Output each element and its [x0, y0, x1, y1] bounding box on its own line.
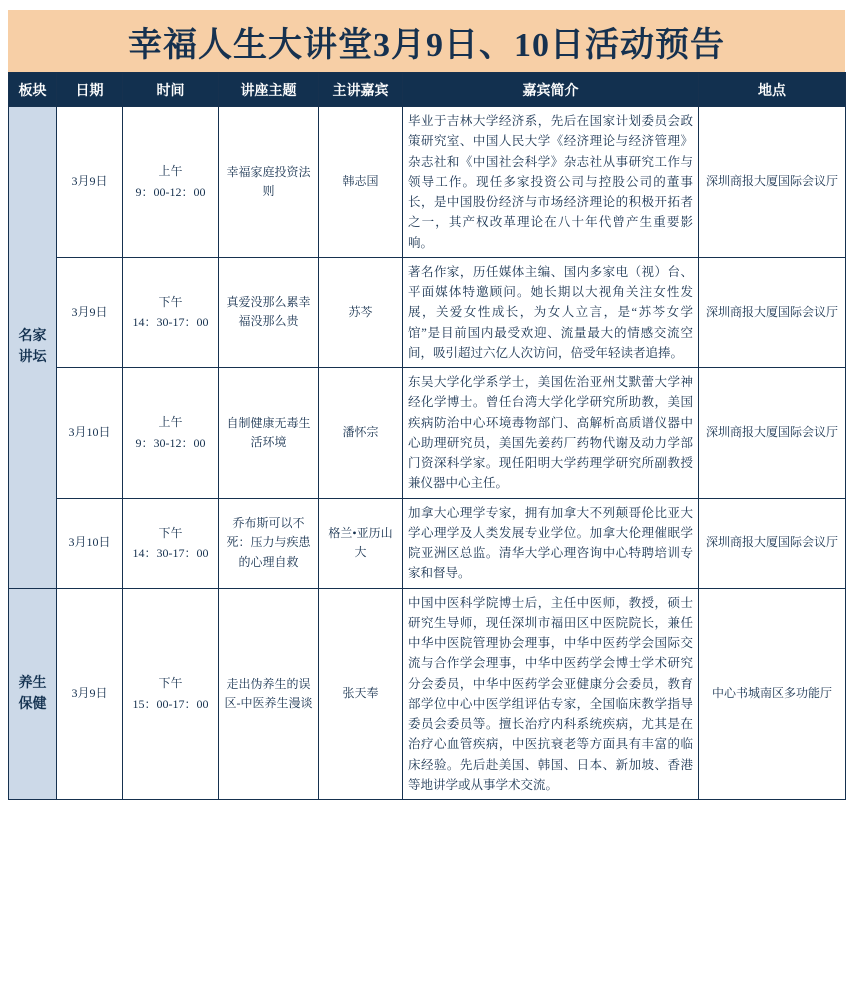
time-label: 上午 — [158, 415, 183, 430]
cell-date: 3月10日 — [57, 368, 123, 499]
cell-speaker: 潘怀宗 — [319, 368, 403, 499]
cell-speaker: 张天奉 — [319, 588, 403, 800]
time-range: 14：30-17：00 — [132, 546, 209, 560]
time-range: 9：30-12：00 — [135, 435, 206, 450]
cell-speaker: 格兰•亚历山大 — [319, 498, 403, 588]
time-label: 下午 — [158, 676, 183, 691]
cell-venue: 深圳商报大厦国际会议厅 — [699, 257, 846, 367]
time-label: 下午 — [158, 294, 183, 309]
table-row — [9, 257, 846, 367]
time-label: 下午 — [158, 525, 183, 540]
column-header-time: 时间 — [123, 73, 219, 107]
time-label: 上午 — [158, 164, 183, 179]
table-row — [9, 107, 846, 258]
column-header-speaker: 主讲嘉宾 — [319, 73, 403, 107]
cell-topic: 乔布斯可以不死：压力与疾患的心理自救 — [219, 498, 319, 588]
cell-bio: 著名作家，历任媒体主编、国内多家电（视）台、平面媒体特邀顾问。她长期以大视角关注女性发展，关爱女性成长，为女人立言，是“苏芩女学馆”是目前国内最受欢迎、流量最大的情感交流空间，吸引超过六亿人次访问，倍受年轻读者追捧。 — [403, 257, 699, 367]
cell-bio: 中国中医科学院博士后，主任中医师，教授，硕士研究生导师，现任深圳市福田区中医院院长，兼任中华中医院管理协会理事，中华中医药学会国际交流与合作学会理事，中华中医药学会博士学术研究分会委员，中华中医药学会亚健康分会委员，教育部学位中心中医学组评估专家，全国临床教学指导委员会委员等。擅长治疗内科系统疾病，尤其是在治疗心血管疾病，中医抗衰老等方面具有丰富的临床经验。先后赴美国、韩国、日本、新加坡、香港等地讲学或从事学术交流。 — [403, 588, 699, 800]
table-row — [9, 588, 846, 800]
column-header-date: 日期 — [57, 73, 123, 107]
cell-date: 3月9日 — [57, 257, 123, 367]
cell-bio: 毕业于吉林大学经济系，先后在国家计划委员会政策研究室、中国人民大学《经济理论与经济管理》杂志社和《中国社会科学》杂志社从事研究工作与领导工作。现任多家投资公司与控股公司的董事长，是中国股份经济与市场经济理论的积极开拓者之一，其产权改革理论在八十年代曾产生重要影响。 — [403, 107, 699, 258]
table-row — [9, 498, 846, 588]
cell-time — [123, 107, 219, 258]
cell-time — [123, 498, 219, 588]
cell-venue: 深圳商报大厦国际会议厅 — [699, 107, 846, 258]
column-header-bio: 嘉宾简介 — [403, 73, 699, 107]
column-header-venue: 地点 — [699, 73, 846, 107]
cell-venue: 深圳商报大厦国际会议厅 — [699, 368, 846, 499]
schedule-table — [8, 72, 846, 800]
cell-topic: 幸福家庭投资法则 — [219, 107, 319, 258]
cell-time — [123, 588, 219, 800]
cell-time — [123, 257, 219, 367]
cell-topic: 真爱没那么累幸福没那么贵 — [219, 257, 319, 367]
time-range: 14：30-17：00 — [132, 315, 209, 330]
cell-bio: 加拿大心理学专家，拥有加拿大不列颠哥伦比亚大学心理学及人类发展专业学位。加拿大伦理催眠学院亚洲区总监。清华大学心理咨询中心特聘培训专家和督导。 — [403, 498, 699, 588]
cell-date: 3月9日 — [57, 107, 123, 258]
cell-date: 3月10日 — [57, 498, 123, 588]
page-title: 幸福人生大讲堂3月9日、10日活动预告 — [128, 26, 725, 64]
cell-bio: 东吴大学化学系学士，美国佐治亚州艾默蕾大学神经化学博士。曾任台湾大学化学研究所助教，美国疾病防治中心环境毒物部门、高解析高质谱仪器中心助理研究员，美国先姜药厂药物代谢及动力学部门资深科学家。现任阳明大学药理学研究所副教授兼仪器中心主任。 — [403, 368, 699, 499]
cell-speaker: 苏芩 — [319, 257, 403, 367]
table-row — [9, 368, 846, 499]
title-banner — [8, 10, 845, 72]
cell-time — [123, 368, 219, 499]
cell-venue: 深圳商报大厦国际会议厅 — [699, 498, 846, 588]
block-label-mingjia: 名家讲坛 — [9, 107, 57, 589]
cell-topic: 自制健康无毒生活环境 — [219, 368, 319, 499]
block-label-yangsheng: 养生保健 — [9, 588, 57, 800]
time-range: 9：00-12：00 — [135, 184, 206, 199]
cell-venue: 中心书城南区多功能厅 — [699, 588, 846, 800]
column-header-topic: 讲座主题 — [219, 73, 319, 107]
cell-date: 3月9日 — [57, 588, 123, 800]
cell-topic: 走出伪养生的误区-中医养生漫谈 — [219, 588, 319, 800]
table-header-row — [9, 73, 846, 107]
column-header-block: 板块 — [9, 73, 57, 107]
time-range: 15：00-17：00 — [132, 696, 209, 711]
cell-speaker: 韩志国 — [319, 107, 403, 258]
